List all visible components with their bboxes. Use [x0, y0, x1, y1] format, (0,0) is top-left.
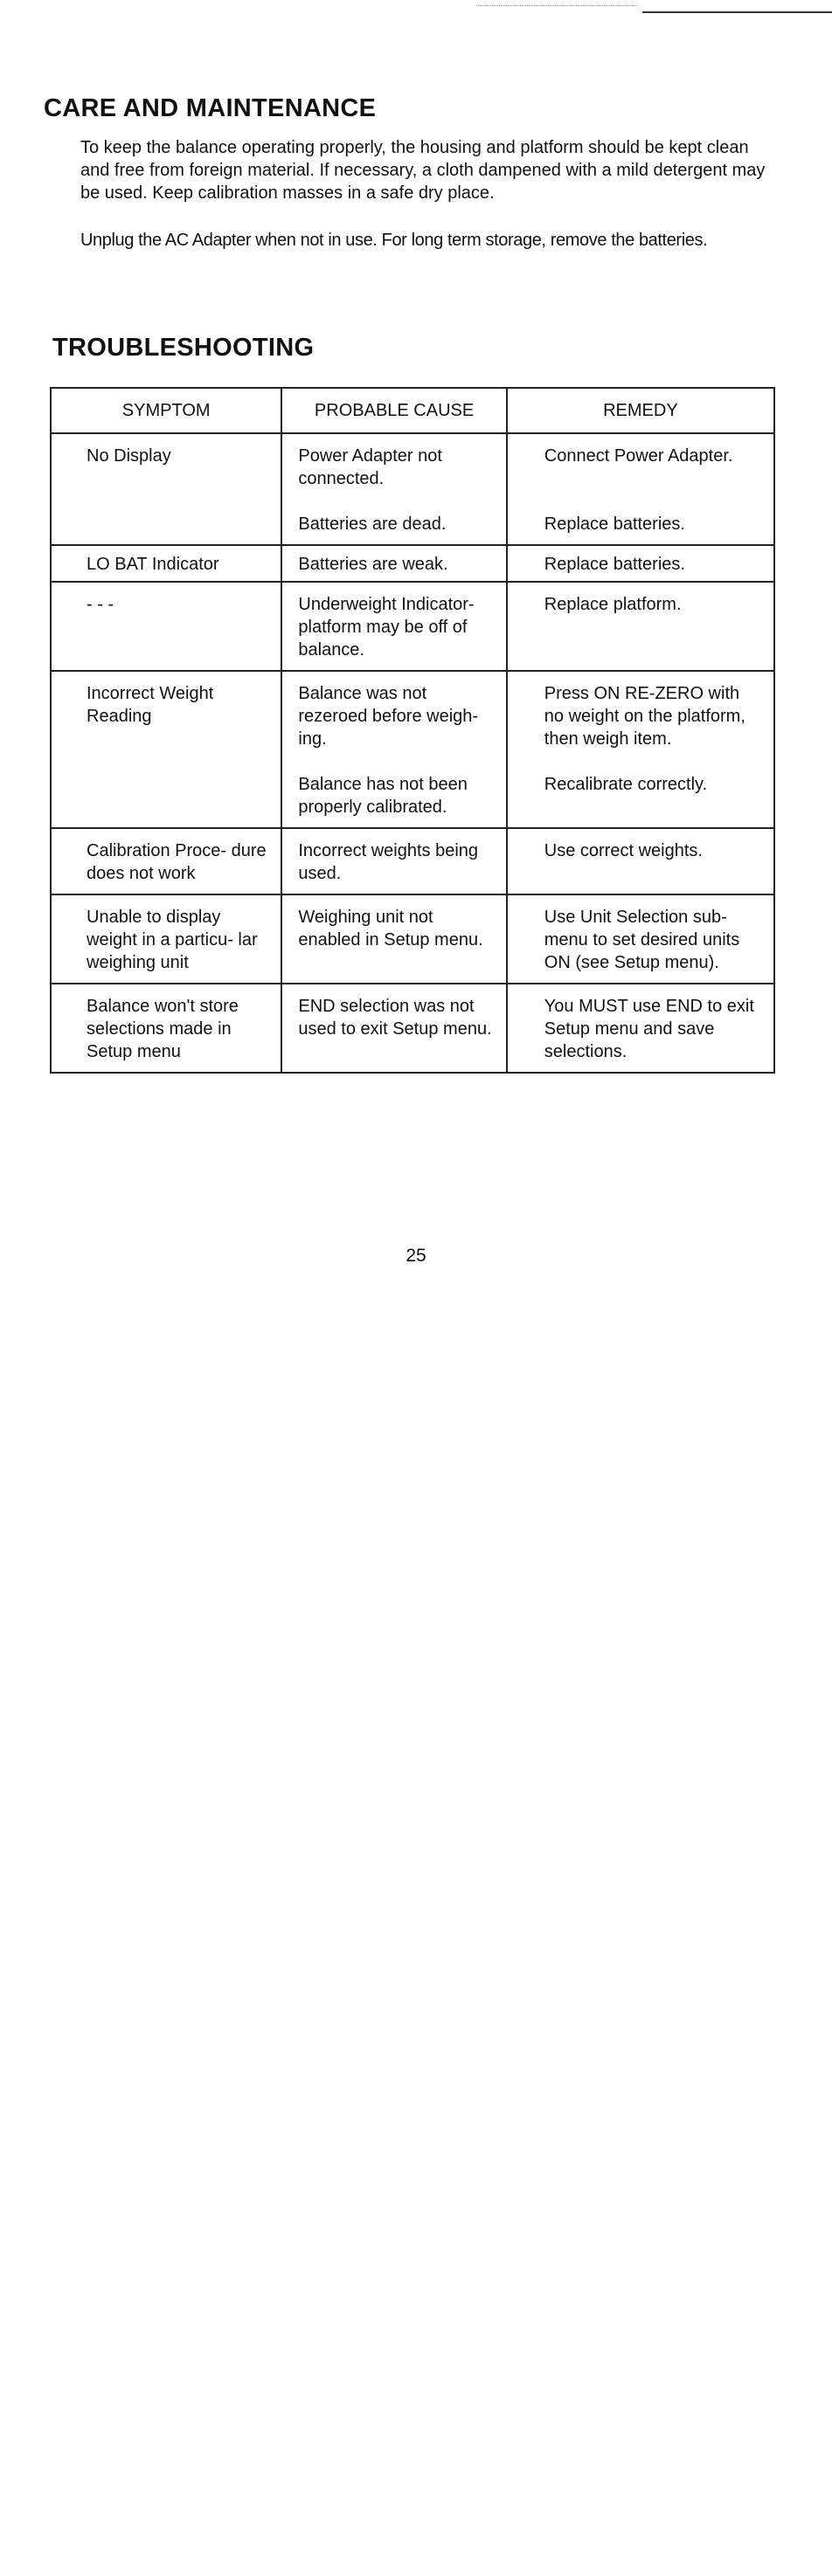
page-number: 25 [406, 1246, 426, 1266]
cause-text: Batteries are weak. [298, 555, 448, 574]
symptom-cell: Incorrect Weight Reading [51, 671, 281, 828]
remedy-cell [507, 671, 774, 828]
remedy-text: Use Unit Selection sub- menu to set desired units ON (see Setup menu). [544, 908, 740, 972]
remedy-text: Recalibrate correctly. [544, 775, 708, 794]
cause-cell [281, 984, 506, 1073]
troubleshooting-heading: TROUBLESHOOTING [52, 334, 315, 362]
header-remedy: REMEDY [507, 388, 774, 433]
remedy-text: Replace batteries. [544, 515, 685, 534]
remedy-text: Connect Power Adapter. [544, 446, 733, 466]
table-header-row [51, 388, 774, 433]
table-row [51, 894, 774, 984]
symptom-cell: LO BAT Indicator [51, 545, 281, 582]
table-row [51, 671, 774, 828]
table-row [51, 984, 774, 1073]
remedy-text: You MUST use END to exit Setup menu and save selections. [544, 997, 754, 1061]
table-row [51, 545, 774, 582]
remedy-text: Replace batteries. [544, 555, 685, 574]
symptom-cell: Unable to display weight in a particu- lar weighing unit [51, 894, 281, 984]
care-maintenance-heading: CARE AND MAINTENANCE [44, 94, 377, 122]
troubleshooting-table [50, 387, 775, 1074]
cause-cell [281, 433, 506, 545]
cause-text: END selection was not used to exit Setup menu. [298, 997, 492, 1039]
remedy-text: Press ON RE-ZERO with no weight on the platform, then weigh item. [544, 684, 745, 749]
remedy-cell [507, 894, 774, 984]
header-symptom: SYMPTOM [51, 388, 281, 433]
cause-text: Balance has not been properly calibrated. [298, 775, 468, 817]
cause-cell [281, 671, 506, 828]
cause-text: Power Adapter not connected. [298, 446, 442, 488]
care-paragraph-2: Unplug the AC Adapter when not in use. For long term storage, remove the batteries. [80, 231, 708, 250]
remedy-cell [507, 545, 774, 582]
cause-cell [281, 894, 506, 984]
cause-cell [281, 582, 506, 671]
care-paragraph-1: To keep the balance operating properly, the housing and platform should be kept clean and free from foreign material. If necessary, a cloth dampened with a mild detergent may be used. Keep calibration masses in a safe dry place. [80, 138, 766, 203]
symptom-cell: - - - [51, 582, 281, 671]
cause-text: Balance was not rezeroed before weigh- ing. [298, 684, 479, 749]
remedy-cell [507, 828, 774, 894]
cause-text: Incorrect weights being used. [298, 841, 479, 883]
scan-artifact-dots [476, 5, 638, 11]
cause-text: Weighing unit not enabled in Setup menu. [298, 908, 483, 950]
header-probable-cause: PROBABLE CAUSE [281, 388, 506, 433]
cause-cell [281, 828, 506, 894]
table-row [51, 828, 774, 894]
remedy-text: Replace platform. [544, 595, 682, 614]
remedy-text: Use correct weights. [544, 841, 703, 860]
top-rule [642, 11, 832, 13]
remedy-cell [507, 582, 774, 671]
cause-cell [281, 545, 506, 582]
symptom-cell: Calibration Proce- dure does not work [51, 828, 281, 894]
table-row [51, 433, 774, 545]
symptom-cell: No Display [51, 433, 281, 545]
remedy-cell [507, 433, 774, 545]
symptom-cell: Balance won't store selections made in Setup menu [51, 984, 281, 1073]
cause-text: Underweight Indicator- platform may be off of balance. [298, 595, 475, 660]
table-row [51, 582, 774, 671]
cause-text: Batteries are dead. [298, 515, 447, 534]
remedy-cell [507, 984, 774, 1073]
